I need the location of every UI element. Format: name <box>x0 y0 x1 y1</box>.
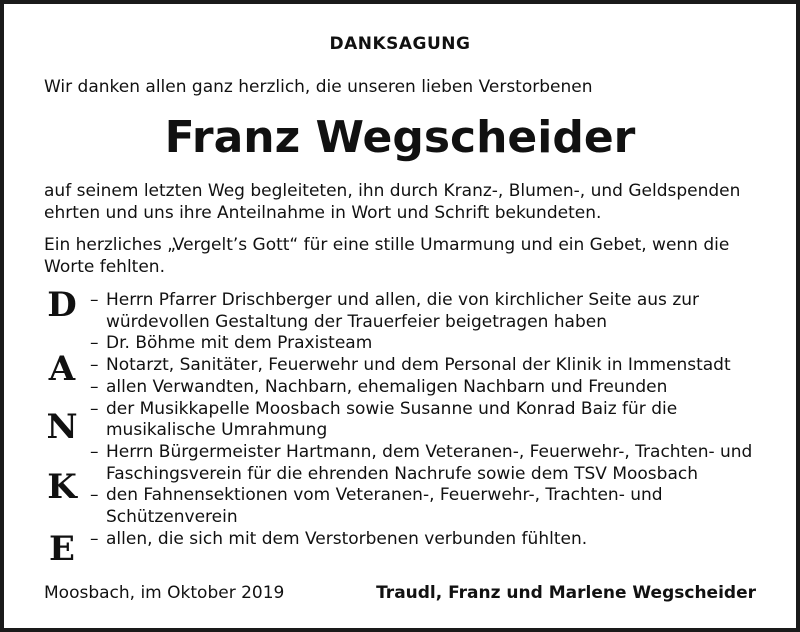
thanks-item-pastor <box>90 290 780 333</box>
thanks-list <box>90 290 780 550</box>
item-text: Notarzt, Sanitäter, Feuerwehr und dem Personal der Klinik in Immenstadt <box>106 355 731 376</box>
item-dash: – <box>90 441 99 462</box>
thanks-item-all <box>90 529 780 551</box>
item-dash: – <box>90 333 99 354</box>
item-dash: – <box>90 528 99 549</box>
signers: Traudl, Franz und Marlene Wegscheider <box>376 583 756 603</box>
notice-heading: DANKSAGUNG <box>329 34 471 54</box>
thanks-item-doctor <box>90 333 780 355</box>
thanks-item-mayor <box>90 442 780 485</box>
place-date: Moosbach, im Oktober 2019 <box>44 583 285 603</box>
item-text: Herrn Bürgermeister Hartmann, dem Veteranen-, Feuerwehr-, Trachten- und Faschingsverein für die ehrenden Nachrufe sowie dem TSV Moosbach <box>106 441 753 484</box>
thanks-item-flags <box>90 485 780 528</box>
item-text: den Fahnensektionen vom Veteranen-, Feuerwehr-, Trachten- und Schützenverein <box>106 485 663 528</box>
item-text: der Musikkapelle Moosbach sowie Susanne und Konrad Baiz für die musikalische Umrahmung <box>106 398 678 441</box>
item-dash: – <box>90 355 99 376</box>
item-text: Dr. Böhme mit dem Praxisteam <box>106 333 373 354</box>
item-text: allen Verwandten, Nachbarn, ehemaligen Nachbarn und Freunden <box>106 376 668 397</box>
danke-letter-k: K <box>47 467 77 507</box>
item-text: allen, die sich mit dem Verstorbenen verbunden fühlten. <box>106 528 588 549</box>
acknowledgement-paragraph: auf seinem letzten Weg begleiteten, ihn durch Kranz-, Blumen-, und Geldspenden ehrten und uns ihre Anteilnahme in Wort und Schrift bekundeten. <box>44 181 741 223</box>
item-text: Herrn Pfarrer Drischberger und allen, die von kirchlicher Seite aus zur würdevollen Gestaltung der Trauerfeier beigetragen haben <box>106 290 700 332</box>
deceased-name: Franz Wegscheider <box>164 112 636 163</box>
thanks-item-music <box>90 399 780 442</box>
item-dash: – <box>90 485 99 506</box>
danke-letter-a: A <box>48 349 76 389</box>
thanks-item-emergency <box>90 355 780 377</box>
item-dash: – <box>90 376 99 397</box>
item-dash: – <box>90 290 99 310</box>
intro-text: Wir danken allen ganz herzlich, die unseren lieben Verstorbenen <box>44 77 593 97</box>
gratitude-paragraph: Ein herzliches „Vergelt’s Gott“ für eine stille Umarmung und ein Gebet, wenn die Worte fehlten. <box>44 235 730 277</box>
danke-letter-d: D <box>47 285 77 325</box>
item-dash: – <box>90 398 99 419</box>
danke-letter-n: N <box>46 407 78 447</box>
thanks-item-relatives <box>90 377 780 399</box>
danke-letter-e: E <box>49 529 75 569</box>
